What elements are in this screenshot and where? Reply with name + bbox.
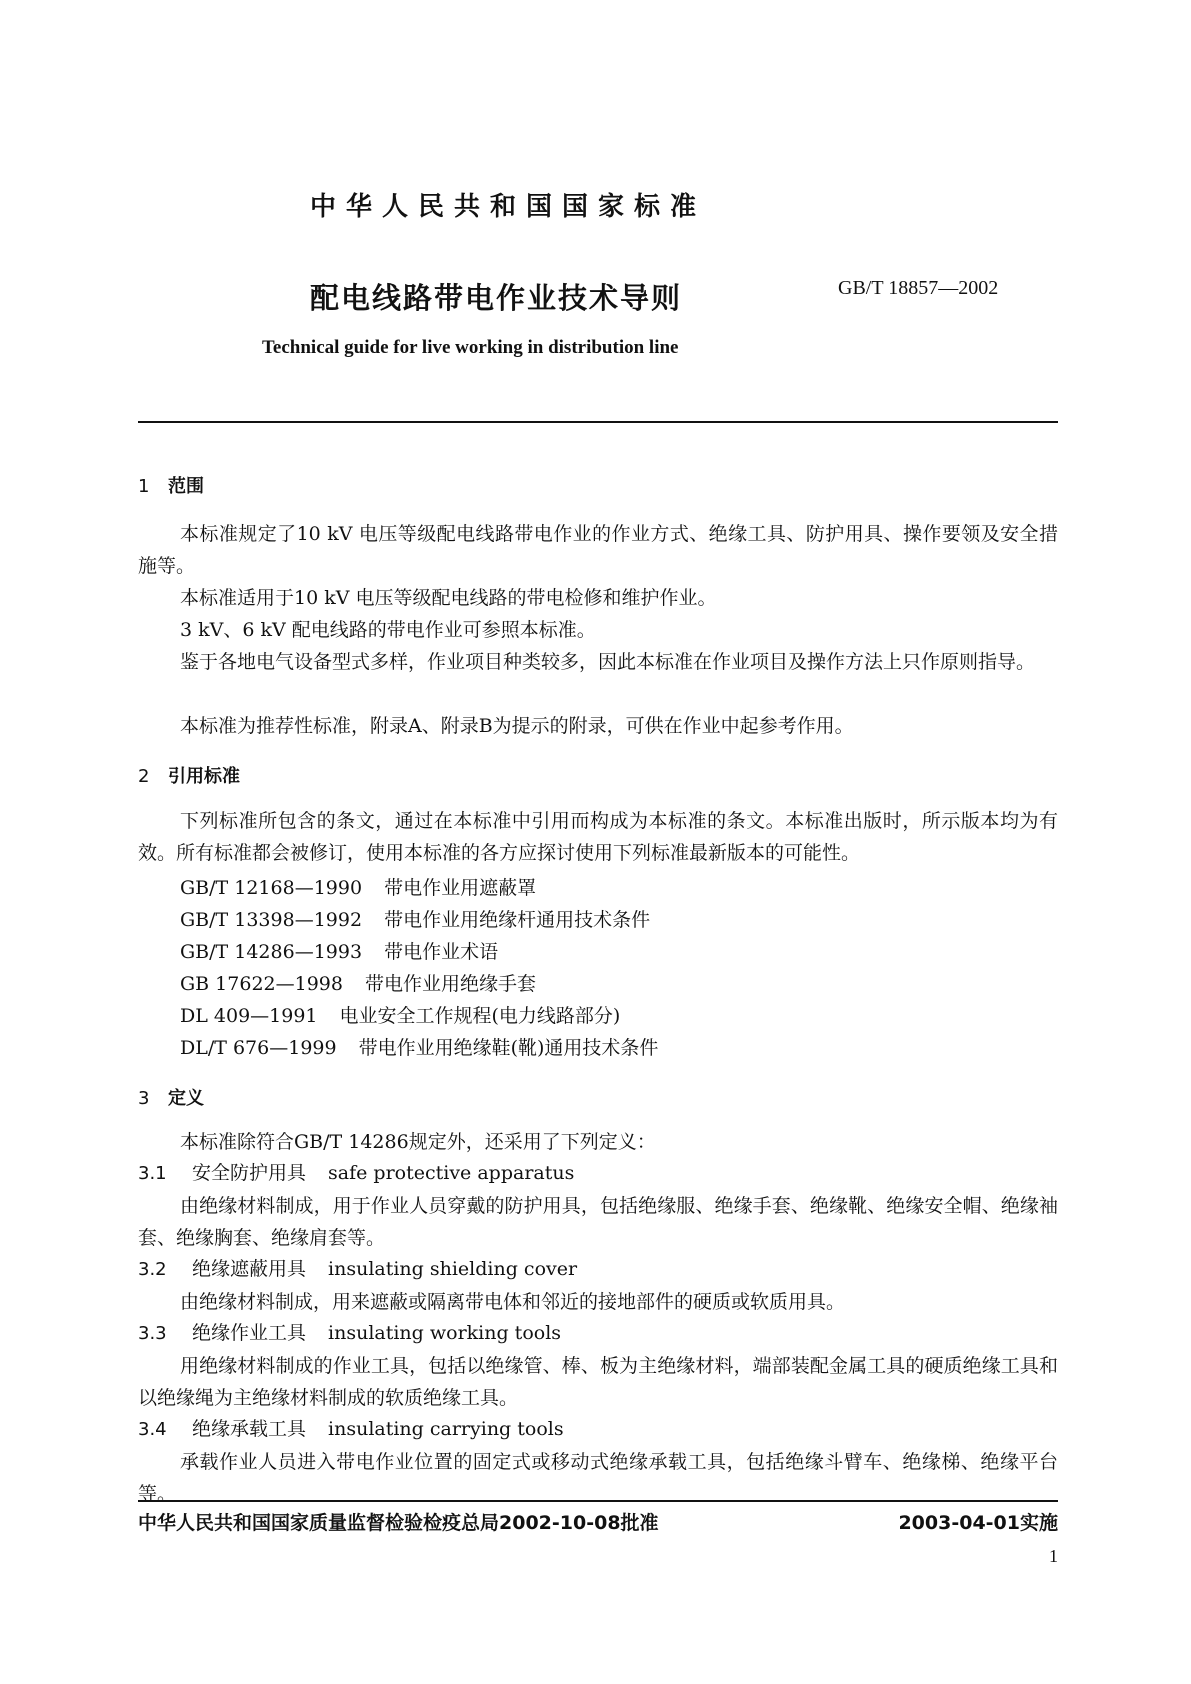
term-heading [138,1414,564,1441]
approval-line: 中华人民共和国国家质量监督检验检疫总局2002-10-08批准 [138,1512,659,1534]
section-1-heading [138,472,204,498]
term-number: 3.1 [138,1163,167,1184]
section-number: 2 [138,766,150,787]
reference-code: DL/T 676—1999 [180,1037,337,1059]
english-title: Technical guide for live working in distribution line [262,337,679,358]
term-english: insulating carrying tools [328,1418,564,1440]
implementation-date: 2003-04-01实施 [898,1512,1058,1534]
section-title: 范围 [168,476,204,497]
document-title: 配电线路带电作业技术导则 [310,281,683,315]
reference-item [180,873,536,900]
national-standard-heading: 中华人民共和国国家标准 [310,192,707,222]
reference-item [180,937,498,964]
reference-name: 电业安全工作规程(电力线路部分) [339,1005,621,1027]
term-heading [138,1318,561,1345]
standard-code: GB/T 18857—2002 [838,277,999,299]
reference-name: 带电作业用遮蔽罩 [384,877,537,899]
section-3-heading [138,1084,204,1110]
section-1-paragraph: 本标准为推荐性标准，附录A、附录B为提示的附录，可供在作业中起参考作用。 [180,715,854,737]
term-definition: 承载作业人员进入带电作业位置的固定式或移动式绝缘承载工具，包括绝缘斗臂车、绝缘梯、绝缘平台等。 [138,1451,1058,1505]
term-number: 3.4 [138,1419,167,1440]
footer-divider [138,1500,1058,1502]
term-number: 3.2 [138,1259,167,1280]
reference-code: GB/T 14286—1993 [180,941,363,963]
header-divider [138,421,1058,423]
term-name: 安全防护用具 [192,1162,307,1184]
section-2-intro: 下列标准所包含的条文，通过在本标准中引用而构成为本标准的条文。本标准出版时，所示版本均为有效。所有标准都会被修订，使用本标准的各方应探讨使用下列标准最新版本的可能性。 [138,810,1058,864]
page-number: 1 [1049,1546,1058,1566]
term-heading [138,1254,577,1281]
section-1-paragraph: 鉴于各地电气设备型式多样，作业项目种类较多，因此本标准在作业项目及操作方法上只作原则指导。 [180,651,1036,673]
reference-name: 带电作业用绝缘鞋(靴)通用技术条件 [358,1037,659,1059]
reference-code: GB/T 13398—1992 [180,909,363,931]
reference-item [180,1033,658,1060]
section-2-heading [138,762,240,788]
section-title: 引用标准 [168,766,240,787]
term-name: 绝缘承载工具 [192,1418,307,1440]
reference-code: DL 409—1991 [180,1005,318,1027]
section-1-paragraph: 本标准适用于10 kV 电压等级配电线路的带电检修和维护作业。 [180,587,717,609]
term-heading [138,1158,574,1185]
section-title: 定义 [168,1088,204,1109]
reference-name: 带电作业术语 [384,941,499,963]
term-english: insulating shielding cover [328,1258,578,1280]
reference-name: 带电作业用绝缘杆通用技术条件 [384,909,651,931]
term-name: 绝缘遮蔽用具 [192,1258,307,1280]
section-number: 1 [138,476,150,497]
term-definition: 由绝缘材料制成，用于作业人员穿戴的防护用具，包括绝缘服、绝缘手套、绝缘靴、绝缘安全帽、绝缘袖套、绝缘胸套、绝缘肩套等。 [138,1195,1058,1249]
term-english: safe protective apparatus [328,1162,575,1184]
reference-item [180,1001,620,1028]
reference-name: 带电作业用绝缘手套 [364,973,536,995]
section-number: 3 [138,1088,150,1109]
term-english: insulating working tools [328,1322,562,1344]
reference-code: GB/T 12168—1990 [180,877,363,899]
reference-code: GB 17622—1998 [180,973,343,995]
section-1-paragraph: 本标准规定了10 kV 电压等级配电线路带电作业的作业方式、绝缘工具、防护用具、操作要领及安全措施等。 [138,523,1058,577]
reference-item [180,905,650,932]
section-1-paragraph: 3 kV、6 kV 配电线路的带电作业可参照本标准。 [180,619,596,641]
term-name: 绝缘作业工具 [192,1322,307,1344]
term-definition: 由绝缘材料制成，用来遮蔽或隔离带电体和邻近的接地部件的硬质或软质用具。 [180,1291,846,1313]
term-definition: 用绝缘材料制成的作业工具，包括以绝缘管、棒、板为主绝缘材料，端部装配金属工具的硬质绝缘工具和以绝缘绳为主绝缘材料制成的软质绝缘工具。 [138,1355,1058,1409]
reference-item [180,969,536,996]
term-number: 3.3 [138,1323,167,1344]
section-3-intro: 本标准除符合GB/T 14286规定外，还采用了下列定义： [180,1131,656,1153]
